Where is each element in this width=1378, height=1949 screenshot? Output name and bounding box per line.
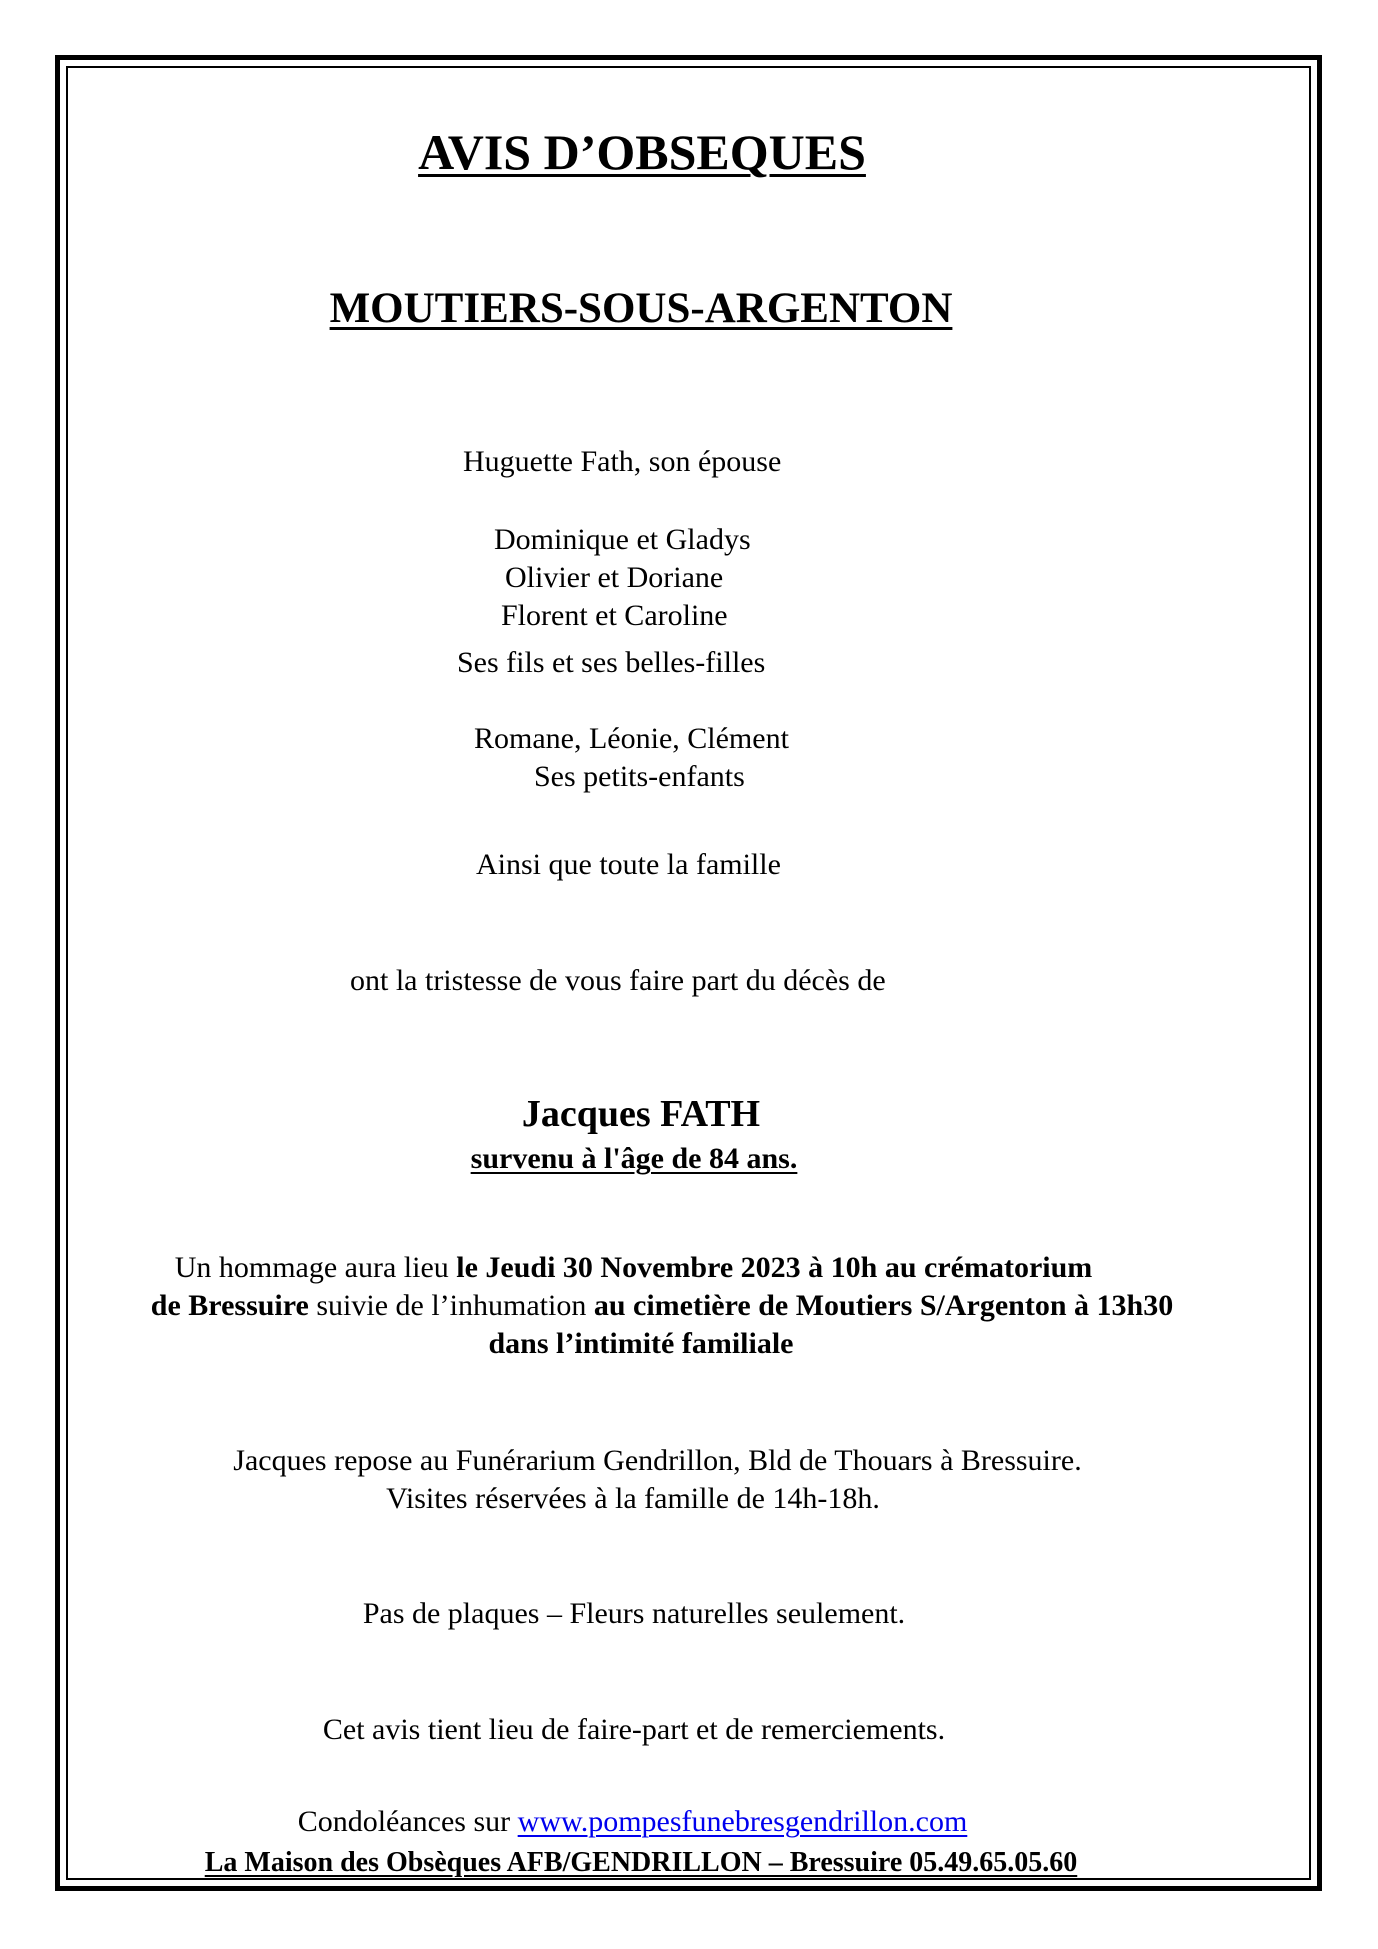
ceremony-line-1	[0, 1253, 1267, 1283]
ceremony-date-time: le Jeudi 30 Novembre 2023 à 10h au crématorium	[456, 1251, 1093, 1284]
extended-family-line: Ainsi que toute la famille	[476, 848, 781, 881]
ceremony-line-3	[0, 1329, 1282, 1359]
deceased-name: Jacques FATH	[521, 1093, 761, 1135]
child-couple-2: Olivier et Doriane	[505, 561, 724, 594]
visitation-line-2: Visites réservées à la famille de 14h-18h.	[386, 1482, 880, 1515]
notice-title: AVIS D’OBSEQUES	[418, 124, 866, 180]
ceremony-location: de Bressuire	[150, 1289, 309, 1322]
spouse-line: Huguette Fath, son épouse	[463, 445, 782, 478]
condolences-website-link[interactable]: www.pompesfunebresgendrillon.com	[517, 1805, 968, 1838]
funeral-home-line: La Maison des Obsèques AFB/GENDRILLON – Bressuire 05.49.65.05.60	[204, 1847, 1078, 1878]
child-couple-1: Dominique et Gladys	[494, 523, 751, 556]
announcement-line: ont la tristesse de vous faire part du décès de	[350, 964, 886, 997]
visitation-line-1: Jacques repose au Funérarium Gendrillon, Bld de Thouars à Bressuire.	[233, 1444, 1082, 1477]
grandchildren-label: Ses petits-enfants	[534, 760, 745, 793]
ceremony-line-2	[0, 1291, 1324, 1321]
condolences-prefix: Condoléances sur	[297, 1805, 518, 1838]
ceremony-privacy-note: dans l’intimité familiale	[488, 1327, 794, 1360]
children-label: Ses fils et ses belles-filles	[457, 646, 766, 679]
deceased-age: survenu à l'âge de 84 ans.	[470, 1142, 798, 1175]
ceremony-line-2-middle: suivie de l’inhumation	[308, 1289, 594, 1322]
grandchildren-names: Romane, Léonie, Clément	[474, 722, 789, 755]
child-couple-3: Florent et Caroline	[501, 599, 728, 632]
notice-note: Cet avis tient lieu de faire-part et de remerciements.	[322, 1713, 946, 1746]
notice-place: MOUTIERS-SOUS-ARGENTON	[329, 285, 953, 332]
flowers-note: Pas de plaques – Fleurs naturelles seulement.	[362, 1597, 906, 1630]
burial-location-time: au cimetière de Moutiers S/Argenton à 13h30	[593, 1289, 1174, 1322]
ceremony-line-1-prefix: Un hommage aura lieu	[174, 1251, 457, 1284]
condolences-line	[0, 1807, 1265, 1837]
